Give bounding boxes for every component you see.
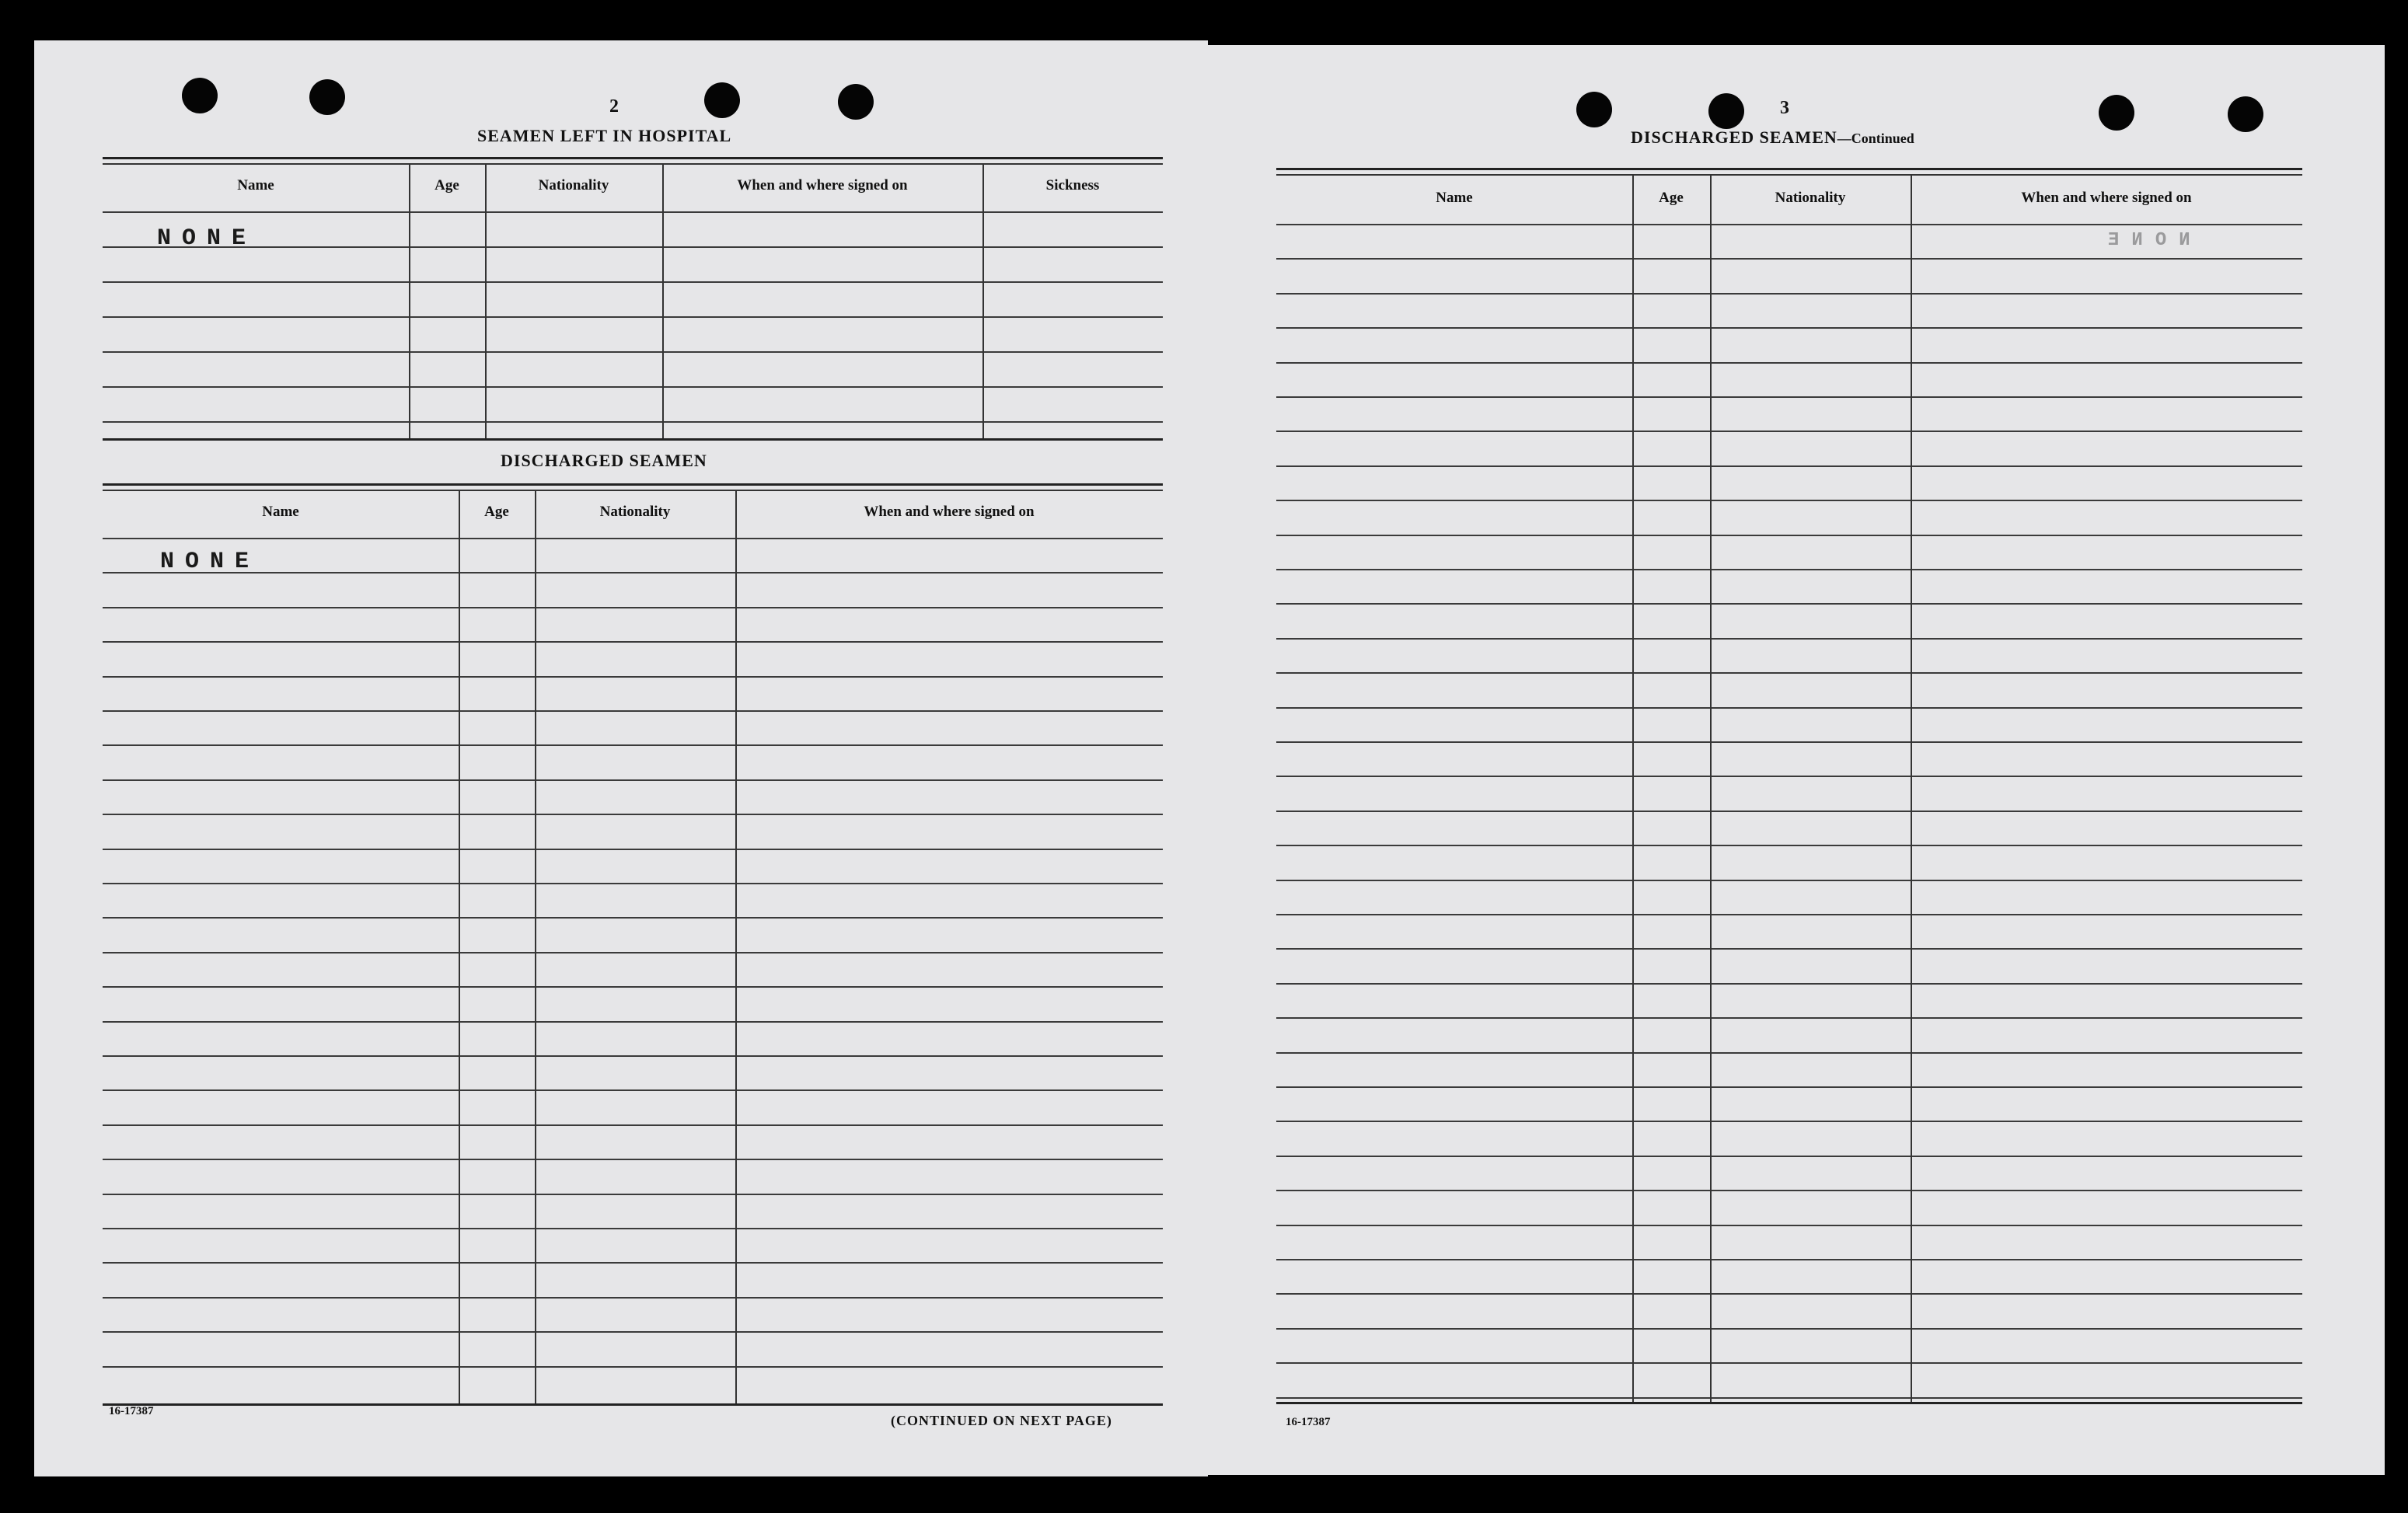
column-divider bbox=[982, 165, 984, 438]
table-row-line bbox=[1276, 914, 2302, 915]
table-row-line bbox=[103, 641, 1163, 643]
page-number: 3 bbox=[1780, 98, 1789, 118]
column-divider bbox=[485, 165, 487, 438]
hospital-section-title: SEAMEN LEFT IN HOSPITAL bbox=[477, 126, 732, 145]
table-row-line bbox=[103, 814, 1163, 815]
table-row-line bbox=[103, 607, 1163, 608]
left-page bbox=[34, 40, 1208, 1476]
table-row-line bbox=[103, 246, 1163, 248]
column-header: Name bbox=[237, 177, 274, 193]
column-header: When and where signed on bbox=[2021, 190, 2192, 206]
faint-entry-none: NONE bbox=[2096, 230, 2190, 251]
column-divider bbox=[1632, 176, 1634, 1403]
column-header: Nationality bbox=[1775, 190, 1846, 206]
column-divider bbox=[735, 491, 737, 1403]
column-header: Nationality bbox=[599, 504, 671, 520]
discharged-entry-none: NONE bbox=[160, 549, 260, 575]
column-divider bbox=[662, 165, 664, 438]
column-header: Name bbox=[1436, 190, 1473, 206]
table-bottom-rule bbox=[103, 438, 1163, 441]
table-row-line bbox=[103, 744, 1163, 746]
table-top-rule bbox=[103, 157, 1163, 159]
table-row-line bbox=[103, 1297, 1163, 1299]
table-top-rule bbox=[103, 490, 1163, 491]
column-divider bbox=[1911, 176, 1912, 1403]
column-divider bbox=[459, 491, 460, 1403]
table-row-line bbox=[1276, 500, 2302, 501]
hospital-entry-none: NONE bbox=[157, 225, 257, 252]
table-row-line bbox=[1276, 465, 2302, 467]
footer-note: (CONTINUED ON NEXT PAGE) bbox=[891, 1413, 1112, 1428]
table-row-line bbox=[1276, 707, 2302, 709]
column-header: Age bbox=[1659, 190, 1684, 206]
table-row-line bbox=[103, 1194, 1163, 1195]
right-page bbox=[1205, 45, 2385, 1475]
table-row-line bbox=[103, 883, 1163, 884]
table-row-line bbox=[103, 1331, 1163, 1333]
table-row-line bbox=[1276, 638, 2302, 640]
table-row-line bbox=[103, 572, 1163, 573]
table-row-line bbox=[1276, 293, 2302, 295]
column-divider bbox=[535, 491, 536, 1403]
table-row-line bbox=[103, 421, 1163, 423]
table-row-line bbox=[1276, 362, 2302, 364]
table-row-line bbox=[103, 316, 1163, 318]
table-bottom-rule bbox=[103, 1403, 1163, 1406]
table-row-line bbox=[1276, 396, 2302, 398]
table-row-line bbox=[103, 1089, 1163, 1091]
column-header: When and where signed on bbox=[737, 177, 908, 193]
punch-hole bbox=[182, 78, 218, 113]
table-row-line bbox=[1276, 1052, 2302, 1054]
table-row-line bbox=[103, 710, 1163, 712]
page-number: 2 bbox=[609, 96, 619, 117]
title-suffix: —Continued bbox=[1837, 131, 1914, 146]
column-header: Nationality bbox=[538, 177, 609, 193]
column-header: Sickness bbox=[1045, 177, 1100, 193]
table-row-line bbox=[1276, 224, 2302, 225]
table-row-line bbox=[1276, 1362, 2302, 1364]
column-header: When and where signed on bbox=[864, 504, 1035, 520]
column-header: Name bbox=[262, 504, 299, 520]
table-row-line bbox=[1276, 535, 2302, 536]
column-divider bbox=[1710, 176, 1712, 1403]
punch-hole bbox=[838, 84, 874, 120]
table-row-line bbox=[103, 1124, 1163, 1126]
punch-hole bbox=[309, 79, 345, 115]
table-row-line bbox=[103, 538, 1163, 539]
table-row-line bbox=[1276, 1328, 2302, 1330]
table-row-line bbox=[1276, 1121, 2302, 1122]
table-row-line bbox=[1276, 327, 2302, 329]
table-row-line bbox=[1276, 258, 2302, 260]
table-row-line bbox=[1276, 880, 2302, 881]
table-row-line bbox=[103, 211, 1163, 213]
title-main: DISCHARGED SEAMEN bbox=[1631, 127, 1837, 147]
form-number: 16-17387 bbox=[1286, 1416, 1331, 1428]
table-row-line bbox=[103, 986, 1163, 988]
table-row-line bbox=[1276, 948, 2302, 950]
table-row-line bbox=[103, 849, 1163, 850]
discharged-section-title: DISCHARGED SEAMEN bbox=[501, 451, 707, 470]
table-row-line bbox=[103, 386, 1163, 388]
punch-hole bbox=[1576, 92, 1612, 127]
table-row-line bbox=[1276, 603, 2302, 605]
table-row-line bbox=[103, 1366, 1163, 1368]
form-number: 16-17387 bbox=[109, 1405, 154, 1417]
table-row-line bbox=[103, 1021, 1163, 1023]
punch-hole bbox=[2099, 95, 2134, 131]
table-row-line bbox=[103, 1228, 1163, 1229]
table-row-line bbox=[1276, 741, 2302, 743]
punch-hole bbox=[704, 82, 740, 118]
table-row-line bbox=[103, 779, 1163, 781]
table-row-line bbox=[1276, 1156, 2302, 1157]
discharged-continued-title bbox=[1631, 127, 1914, 148]
column-header: Age bbox=[434, 177, 459, 193]
table-row-line bbox=[103, 1262, 1163, 1264]
column-header: Age bbox=[484, 504, 509, 520]
table-row-line bbox=[1276, 1017, 2302, 1019]
table-bottom-rule bbox=[1276, 1402, 2302, 1404]
table-row-line bbox=[1276, 431, 2302, 432]
table-row-line bbox=[103, 676, 1163, 678]
table-row-line bbox=[1276, 1259, 2302, 1260]
table-row-line bbox=[1276, 776, 2302, 777]
table-row-line bbox=[1276, 1293, 2302, 1295]
table-row-line bbox=[1276, 1190, 2302, 1191]
table-row-line bbox=[1276, 672, 2302, 674]
table-row-line bbox=[1276, 1086, 2302, 1088]
table-row-line bbox=[103, 351, 1163, 353]
table-row-line bbox=[103, 917, 1163, 919]
table-row-line bbox=[103, 952, 1163, 953]
table-top-rule bbox=[1276, 174, 2302, 176]
table-row-line bbox=[1276, 811, 2302, 812]
table-top-rule bbox=[103, 163, 1163, 165]
table-top-rule bbox=[1276, 168, 2302, 170]
table-row-line bbox=[103, 281, 1163, 283]
table-row-line bbox=[103, 1055, 1163, 1057]
table-row-line bbox=[103, 1159, 1163, 1160]
punch-hole bbox=[1708, 93, 1744, 129]
table-row-line bbox=[1276, 1397, 2302, 1399]
table-row-line bbox=[1276, 1225, 2302, 1226]
punch-hole bbox=[2228, 96, 2263, 132]
table-row-line bbox=[1276, 569, 2302, 570]
column-divider bbox=[409, 165, 410, 438]
table-row-line bbox=[1276, 845, 2302, 846]
table-row-line bbox=[1276, 983, 2302, 985]
table-top-rule bbox=[103, 483, 1163, 486]
